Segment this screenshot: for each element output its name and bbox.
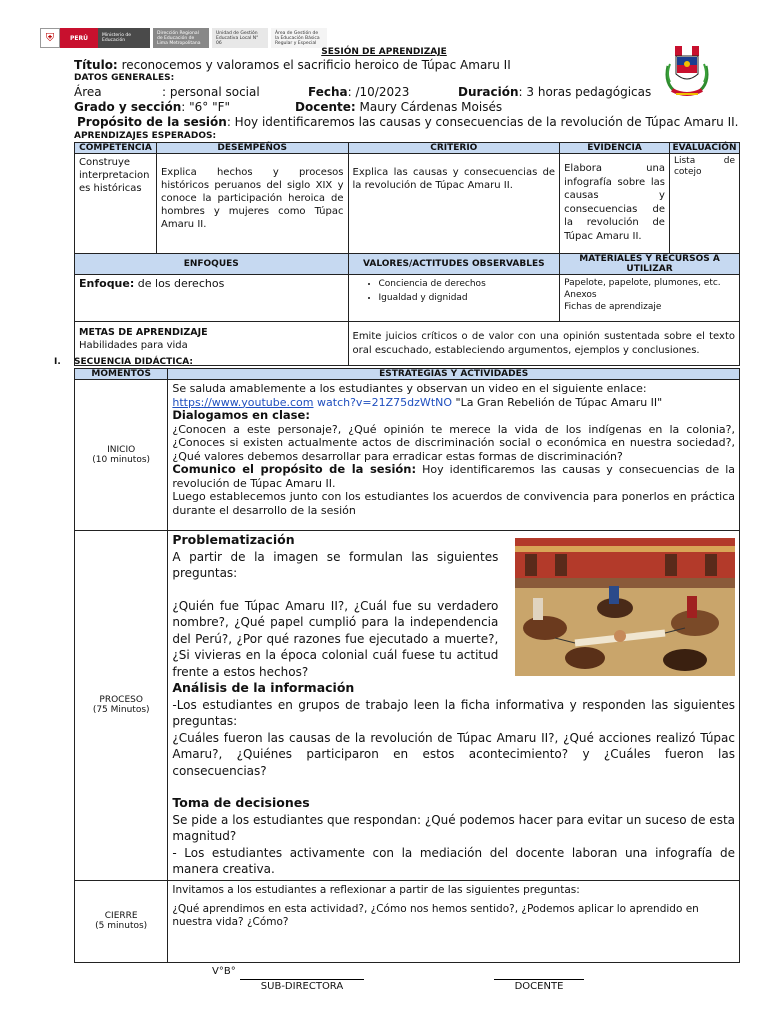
th-competencia: COMPETENCIA — [75, 143, 157, 154]
area-value: : personal social — [162, 85, 260, 99]
th-enfoques: ENFOQUES — [75, 254, 349, 275]
datos-generales: DATOS GENERALES: — [74, 73, 175, 83]
area-label: Área — [74, 85, 102, 99]
proposito-field: Propósito de la sesión: Hoy identificaremos las causas y consecuencias de la revolución de Túpac Amaru II. — [77, 115, 739, 129]
th-criterio: CRITERIO — [348, 143, 560, 154]
th-momentos: MOMENTOS — [75, 369, 168, 380]
enfoque-cell: Enfoque: de los derechos — [75, 275, 349, 322]
titulo-line: Título: reconocemos y valoramos el sacrificio heroico de Túpac Amaru II — [74, 58, 511, 72]
sub-directora-label: SUB-DIRECTORA — [260, 981, 344, 992]
peru-logo: ⛨ PERÚ — [40, 28, 98, 48]
sub-directora-line — [240, 979, 364, 980]
docente-label: DOCENTE — [514, 981, 564, 992]
secuencia-title: SECUENCIA DIDÁCTICA: — [74, 357, 193, 367]
desempenos-cell: Explica hechos y procesos históricos peruanos del siglo XIX y conoce la participación heroica de hombres y mujeres como Túpac Amaru II. — [156, 154, 348, 254]
aprendizajes-esperados: APRENDIZAJES ESPERADOS: — [74, 131, 217, 141]
evidencia-cell: Elabora una infografía sobre las causas y consecuencias de la revolución de Túpac Amaru II. — [560, 154, 670, 254]
inicio-cell: INICIO (10 minutos) — [75, 380, 168, 531]
docente-line — [494, 979, 584, 980]
grado-field: Grado y sección: "6° "F" — [74, 100, 231, 114]
metas-desc-cell: Emite juicios críticos o de valor con una opinión sustentada sobre el texto oral escuchado, estableciendo argumentos, ejemplos y conclusiones. — [348, 322, 740, 366]
inicio-content: Se saluda amablemente a los estudiantes y observan un video en el siguiente enlace: https://www.youtube.com watch?v=21Z75dzWtNO "La Gran Rebelión de Túpac Amaru II" Dialogamos en clase: ¿Conocen a este personaje?, ¿Qué opinión te merece la vida de los indígenas en la colonia?, ¿Conoces si existen actualmente actos de discriminación social o económica en nuestra sociedad?, ¿Qué valores debemos desarrollar para erradicar estas formas de discriminación? Comunico el propósito de la sesión: Hoy identificaremos las causas y consecuencias de la revolución de Túpac Amaru II. Luego establecemos junto con los estudiantes los acuerdos de convivencia para ponerlos en práctica durante el desarrollo de la sesión — [168, 380, 740, 531]
th-estrategias: ESTRATEGIAS Y ACTIVIDADES — [168, 369, 740, 380]
vb-label: V°B° — [212, 966, 236, 977]
youtube-link[interactable]: https://www.youtube.com — [172, 395, 314, 409]
fecha-field: Fecha: /10/2023 — [308, 85, 410, 99]
valor-item: • Igualdad y dignidad — [379, 293, 556, 303]
section-number: I. — [54, 357, 61, 367]
duracion-field: Duración: 3 horas pedagógicas — [458, 85, 652, 99]
ugel-logo: Unidad de Gestión Educativa Local N° 06 — [212, 28, 268, 48]
valor-item: • Conciencia de derechos — [379, 279, 556, 289]
competencia-cell: Construye interpretacion es históricas — [75, 154, 157, 254]
coat-of-arms-icon: ⛨ — [40, 28, 60, 48]
ministerio-logo: Ministerio de Educación — [98, 28, 150, 48]
cierre-content: Invitamos a los estudiantes a reflexionar a partir de las siguientes preguntas: ¿Qué aprendimos en esta actividad?, ¿Cómo nos hemos sentido?, ¿Podemos aplicar lo aprendido en nuestra vida? ¿Cómo? — [168, 880, 740, 962]
th-desempenos: DESEMPEÑOS — [156, 143, 348, 154]
th-materiales: MATERIALES Y RECURSOS A UTILIZAR — [560, 254, 740, 275]
materiales-cell: Papelote, papelote, plumones, etc. Anexos Fichas de aprendizaje — [560, 275, 740, 322]
criterio-cell: Explica las causas y consecuencias de la revolución de Túpac Amaru II. — [348, 154, 560, 254]
th-evaluacion: EVALUACIÓN — [669, 143, 739, 154]
aprendizajes-table — [74, 142, 740, 366]
secuencia-table — [74, 368, 740, 963]
proceso-content: Problematización A partir de la imagen se formulan las siguientes preguntas: ¿Quién fue Túpac Amaru II?, ¿Cuál fue su verdadero nombre?, ¿Qué papel cumplió para la independencia del Perú?, ¿Por qué razones fue ejecutado a muerte?, ¿Si vivieras en la época colonial cuál fuese tu actitud frente a estos hechos? Análisis de la información -Los estudiantes en grupos de trabajo leen la ficha informativa y responden las siguientes preguntas: ¿Cuáles fueron las causas de la revolución de Túpac Amaru II?, ¿Qué acciones realizó Túpac Amaru?, ¿Quiénes participaron en estos acontecimiento? y ¿Cuáles fueron las consecuencias? Toma de decisiones Se pide a los estudiantes que respondan: ¿Qué podemos hacer para evitar un suceso de esta magnitud? - Los estudiantes activamente con la mediación del docente laboran una infografía de manera creativa. — [168, 531, 740, 881]
doc-title: SESIÓN DE APRENDIZAJE — [321, 47, 447, 57]
docente-field: Docente: Maury Cárdenas Moisés — [295, 100, 503, 114]
area-logo: Área de Gestión de la Educación Básica Regular y Especial — [271, 28, 327, 48]
cierre-cell: CIERRE (5 minutos) — [75, 880, 168, 962]
evaluacion-cell: Lista de cotejo — [669, 154, 739, 254]
proceso-cell: PROCESO (75 Minutos) — [75, 531, 168, 881]
dre-logo: Dirección Regional de Educación de Lima Metropolitana — [153, 28, 209, 48]
metas-cell: METAS DE APRENDIZAJE Habilidades para vida — [75, 322, 349, 366]
valores-cell — [348, 275, 560, 322]
th-valores: VALORES/ACTITUDES OBSERVABLES — [348, 254, 560, 275]
th-evidencia: EVIDENCIA — [560, 143, 670, 154]
tupac-amaru-painting — [515, 538, 735, 676]
